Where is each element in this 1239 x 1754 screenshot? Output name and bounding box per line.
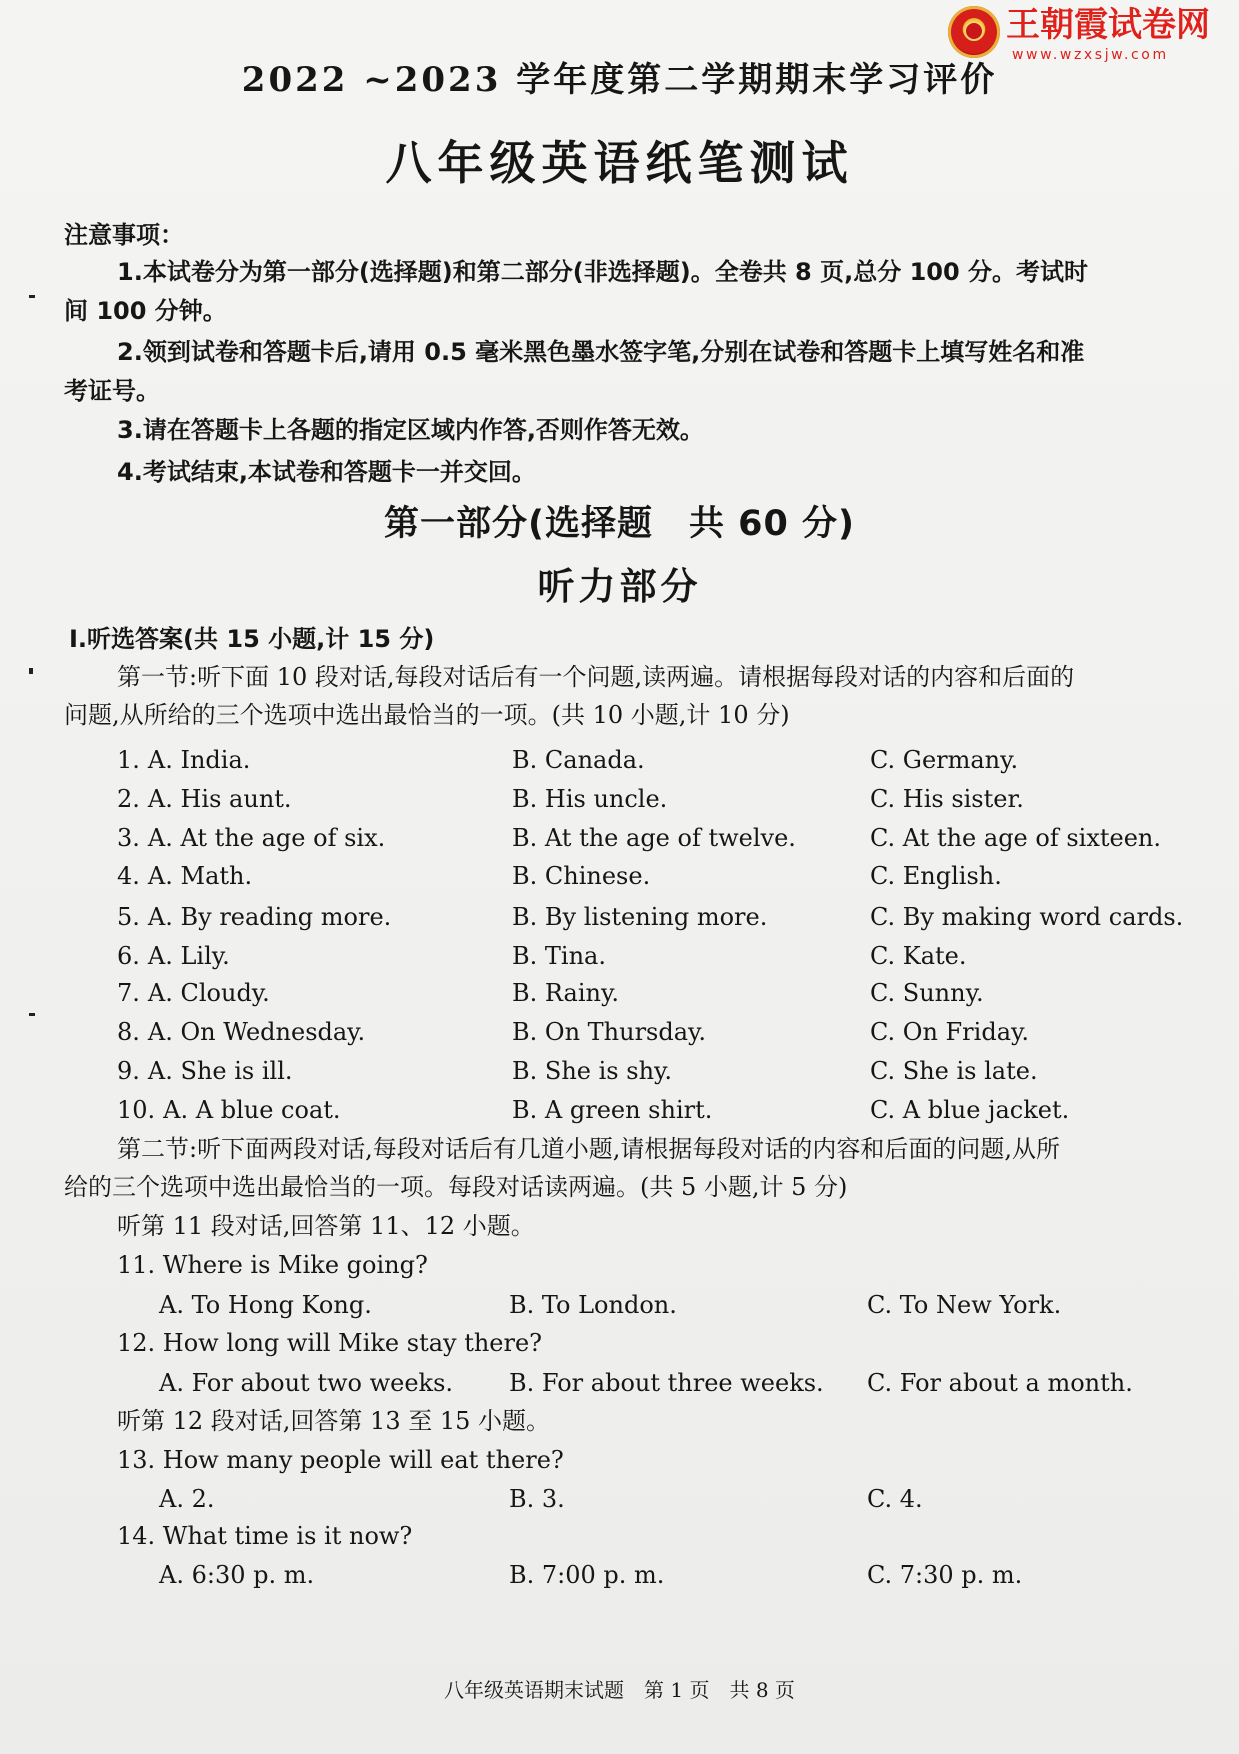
site-logo <box>948 4 1236 66</box>
option-a-text: A. His aunt. <box>147 785 292 813</box>
option-a-text: A. Lily. <box>147 942 230 970</box>
question-stem: 14. What time is it now? <box>117 1522 413 1550</box>
question-row <box>0 862 1239 890</box>
notice-line: 4.考试结束,本试卷和答题卡一并交回。 <box>117 458 536 486</box>
option-c: C. 4. <box>867 1485 923 1513</box>
option-a <box>117 824 385 852</box>
option-a <box>117 862 252 890</box>
option-a-text: A. A blue coat. <box>163 1096 341 1124</box>
question-row <box>0 979 1239 1007</box>
option-c: C. Germany. <box>870 746 1019 774</box>
option-a-text: A. At the age of six. <box>147 824 386 852</box>
dialogue-instruction: 听第 11 段对话,回答第 11、12 小题。 <box>117 1212 535 1240</box>
question-number: 6. <box>117 942 140 970</box>
option-a-text: A. She is ill. <box>147 1057 293 1085</box>
question-row <box>0 1018 1239 1046</box>
option-a <box>117 1018 365 1046</box>
option-b: B. Chinese. <box>512 862 651 890</box>
notice-line: 2.领到试卷和答题卡后,请用 0.5 毫米黑色墨水签字笔,分别在试卷和答题卡上填写姓名和准 <box>117 338 1085 366</box>
section1-instructions: 第一节:听下面 10 段对话,每段对话后有一个问题,读两遍。请根据每段对话的内容和后面的 <box>117 663 1075 691</box>
question-number: 9. <box>117 1057 140 1085</box>
section1-instructions: 问题,从所给的三个选项中选出最恰当的一项。(共 10 小题,计 10 分) <box>64 701 790 729</box>
logo-emblem-icon <box>948 6 1000 58</box>
option-b: B. By listening more. <box>512 903 768 931</box>
exam-term-title: 2022 ~2023 学年度第二学期期末学习评价 <box>241 60 998 100</box>
part1-heading: 第一部分(选择题 共 60 分) <box>383 504 856 544</box>
option-c: C. At the age of sixteen. <box>870 824 1162 852</box>
question-number: 3. <box>117 824 140 852</box>
option-b: B. His uncle. <box>512 785 668 813</box>
option-b: B. Canada. <box>512 746 645 774</box>
option-c: C. On Friday. <box>870 1018 1029 1046</box>
option-a <box>117 942 230 970</box>
question-row <box>0 942 1239 970</box>
margin-mark <box>29 668 33 674</box>
option-b: B. 3. <box>509 1485 565 1513</box>
option-b: B. Tina. <box>512 942 606 970</box>
question-row <box>0 1096 1239 1124</box>
option-b: B. To London. <box>509 1291 677 1319</box>
option-c: C. Kate. <box>870 942 967 970</box>
listening-subheading: 听力部分 <box>537 565 702 608</box>
listening-heading: Ⅰ.听选答案(共 15 小题,计 15 分) <box>69 625 435 653</box>
option-a <box>117 785 292 813</box>
option-c: C. 7:30 p. m. <box>867 1561 1023 1589</box>
option-a <box>117 979 270 1007</box>
question-stem: 13. How many people will eat there? <box>117 1446 564 1474</box>
notice-line: 1.本试卷分为第一部分(选择题)和第二部分(非选择题)。全卷共 8 页,总分 100 分。考试时 <box>117 258 1089 286</box>
notice-line: 间 100 分钟。 <box>64 297 227 325</box>
logo-url: www.wzxsjw.com <box>1012 47 1169 63</box>
logo-name: 王朝霞试卷网 <box>1006 5 1210 45</box>
option-a-text: A. Math. <box>147 862 253 890</box>
page-footer: 八年级英语期末试题 第 1 页 共 8 页 <box>444 1678 795 1702</box>
option-a: A. 6:30 p. m. <box>159 1561 315 1589</box>
option-a: A. For about two weeks. <box>159 1369 454 1397</box>
margin-mark <box>29 295 35 298</box>
option-a-text: A. India. <box>147 746 251 774</box>
option-a-text: A. By reading more. <box>147 903 392 931</box>
question-row <box>0 824 1239 852</box>
question-number: 8. <box>117 1018 140 1046</box>
margin-mark <box>29 1013 35 1016</box>
option-b: B. On Thursday. <box>512 1018 707 1046</box>
option-a: A. 2. <box>159 1485 215 1513</box>
question-row <box>0 1057 1239 1085</box>
logo-emblem-center <box>964 21 984 41</box>
option-c: C. She is late. <box>870 1057 1038 1085</box>
question-stem: 12. How long will Mike stay there? <box>117 1329 543 1357</box>
question-row <box>0 746 1239 774</box>
question-options <box>0 1291 1239 1319</box>
option-a <box>117 1057 293 1085</box>
option-c: C. His sister. <box>870 785 1024 813</box>
option-a <box>117 746 250 774</box>
question-stem: 11. Where is Mike going? <box>117 1251 428 1279</box>
notice-heading: 注意事项： <box>64 221 184 249</box>
option-a: A. To Hong Kong. <box>159 1291 372 1319</box>
option-a <box>117 1096 341 1124</box>
option-b: B. Rainy. <box>512 979 619 1007</box>
question-number: 10. <box>117 1096 156 1124</box>
question-options <box>0 1485 1239 1513</box>
option-b: B. She is shy. <box>512 1057 673 1085</box>
question-options <box>0 1369 1239 1397</box>
notice-line: 考证号。 <box>64 377 160 405</box>
question-number: 4. <box>117 862 140 890</box>
section2-instructions: 给的三个选项中选出最恰当的一项。每段对话读两遍。(共 5 小题,计 5 分) <box>64 1173 848 1201</box>
question-number: 7. <box>117 979 140 1007</box>
option-b: B. A green shirt. <box>512 1096 713 1124</box>
question-number: 5. <box>117 903 140 931</box>
option-c: C. For about a month. <box>867 1369 1133 1397</box>
option-c: C. English. <box>870 862 1002 890</box>
question-row <box>0 785 1239 813</box>
option-b: B. At the age of twelve. <box>512 824 796 852</box>
exam-title: 八年级英语纸笔测试 <box>385 136 854 190</box>
option-c: C. A blue jacket. <box>870 1096 1070 1124</box>
section2-instructions: 第二节:听下面两段对话,每段对话后有几道小题,请根据每段对话的内容和后面的问题,从所 <box>117 1135 1060 1163</box>
question-row <box>0 903 1239 931</box>
option-b: B. For about three weeks. <box>509 1369 824 1397</box>
question-options <box>0 1561 1239 1589</box>
option-c: C. To New York. <box>867 1291 1062 1319</box>
option-a <box>117 903 391 931</box>
notice-line: 3.请在答题卡上各题的指定区域内作答,否则作答无效。 <box>117 416 704 444</box>
dialogue-instruction: 听第 12 段对话,回答第 13 至 15 小题。 <box>117 1407 551 1435</box>
option-a-text: A. On Wednesday. <box>147 1018 366 1046</box>
option-c: C. Sunny. <box>870 979 984 1007</box>
option-b: B. 7:00 p. m. <box>509 1561 665 1589</box>
question-number: 1. <box>117 746 140 774</box>
option-a-text: A. Cloudy. <box>147 979 270 1007</box>
question-number: 2. <box>117 785 140 813</box>
option-c: C. By making word cards. <box>870 903 1184 931</box>
